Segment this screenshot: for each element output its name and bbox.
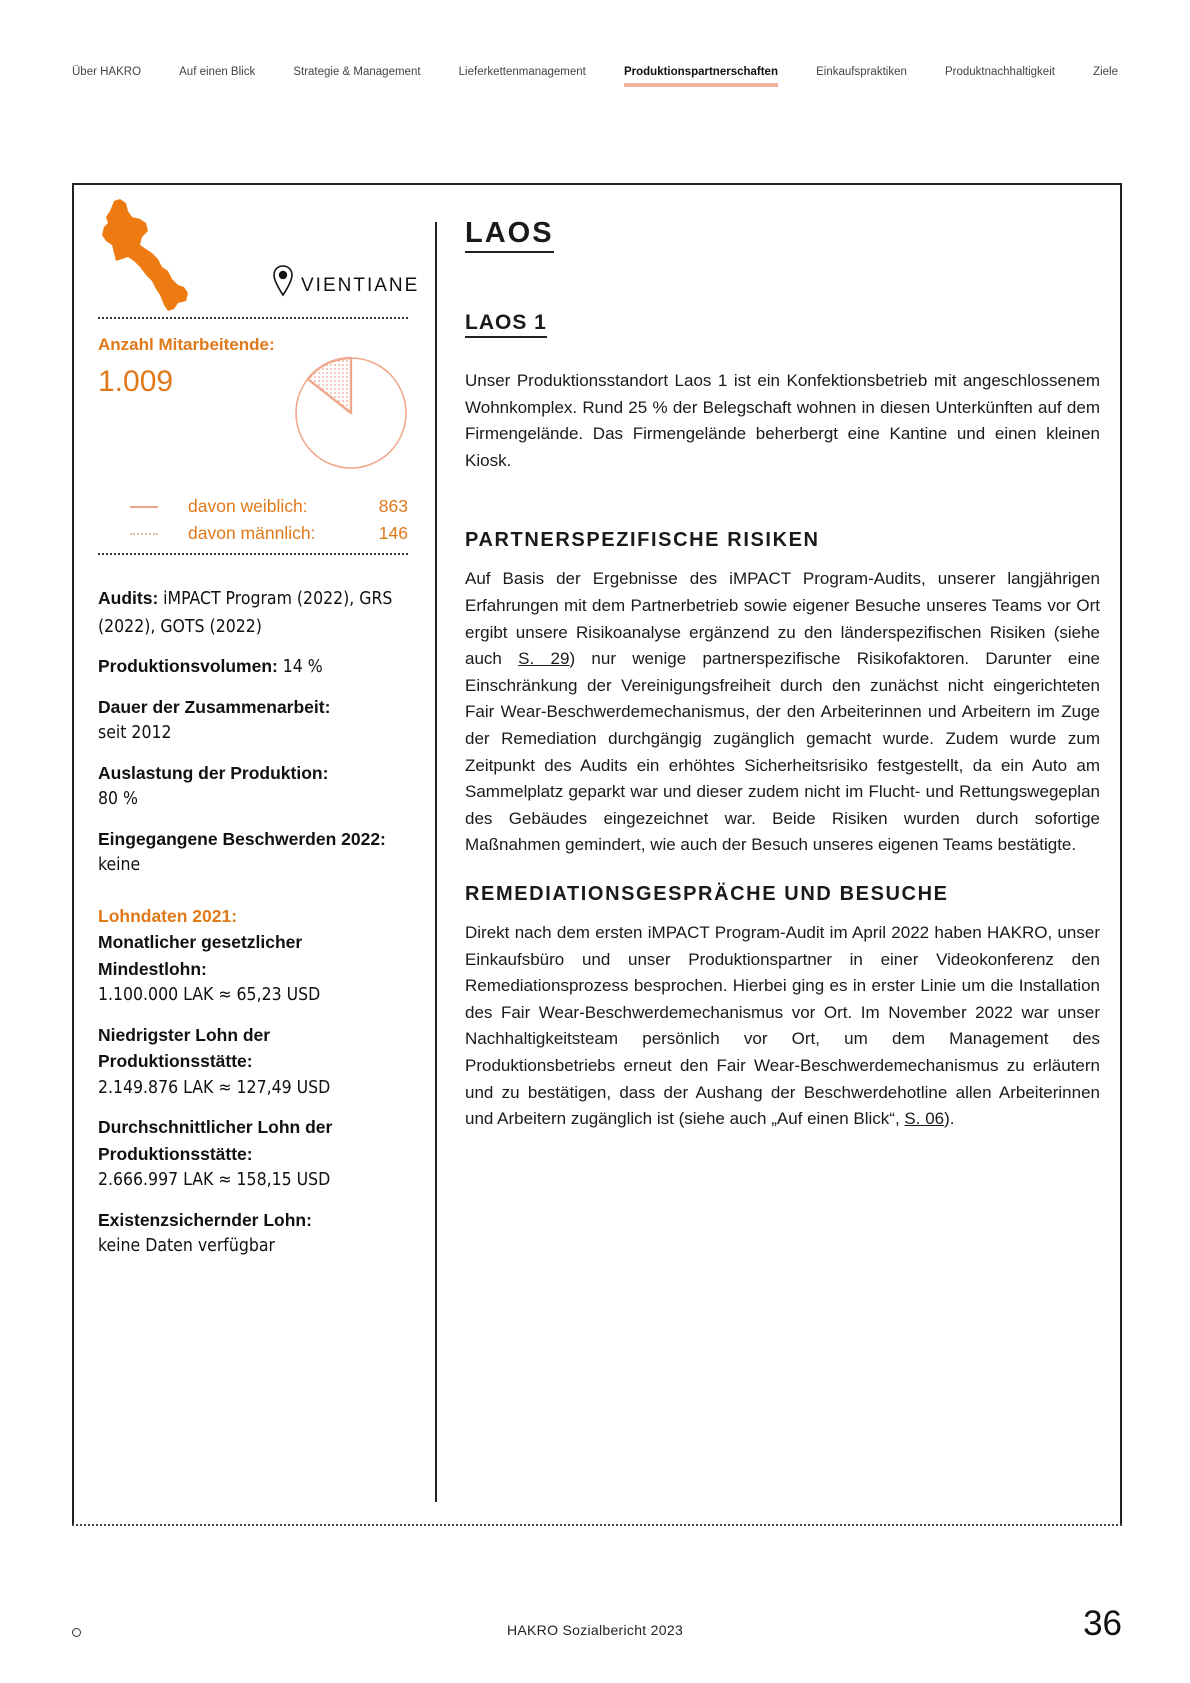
risks-heading: PARTNERSPEZIFISCHE RISIKEN — [465, 529, 820, 552]
fact-key: Dauer der Zusammenarbeit: — [98, 696, 331, 717]
wage-value: 2.666.997 LAK ≈ 158,15 USD — [98, 1170, 331, 1190]
staff-count-total: 1.009 — [98, 365, 174, 398]
nav-item-lieferkettenmanagement[interactable]: Lieferkettenmanagement — [458, 66, 586, 78]
column-divider — [435, 222, 437, 1502]
laos-map-icon — [98, 195, 198, 315]
nav-item-auf-einen-blick[interactable]: Auf einen Blick — [179, 66, 256, 78]
dotted-line-swatch — [130, 533, 158, 535]
fact-value: 14 % — [282, 657, 323, 677]
legend-female — [130, 493, 408, 520]
wage-key: Niedrigster Lohn der Produktionsstätte: — [98, 1024, 271, 1071]
nav-item-strategie-management[interactable]: Strategie & Management — [293, 66, 421, 78]
staff-count-label: Anzahl Mitarbeitende: — [98, 335, 275, 354]
wage-key: Existenzsichernder Lohn: — [98, 1209, 312, 1230]
page-link-s06[interactable]: S. 06 — [904, 1109, 945, 1129]
wage-value: 1.100.000 LAK ≈ 65,23 USD — [98, 985, 321, 1005]
nav-item-ziele[interactable]: Ziele — [1093, 66, 1118, 78]
wage-living — [98, 1207, 418, 1260]
fact-value: iMPACT Program (2022), GRS (2022), GOTS (2022) — [98, 589, 393, 637]
intro-paragraph: Unser Produktionsstandort Laos 1 ist ein Konfektionsbetrieb mit angeschlossenem Wohnkomplex. Rund 25 % der Belegschaft wohnen in diesen Unterkünften auf dem Firmengelände. Das Firmengelände beherbergt eine Kantine und einen kleinen Kiosk. — [465, 371, 1100, 470]
solid-line-swatch — [130, 506, 158, 508]
page-title: LAOS — [465, 218, 554, 253]
wage-data-heading: Lohndaten 2021: — [98, 905, 238, 926]
risks-paragraph — [465, 566, 1100, 859]
wage-lowest — [98, 1022, 418, 1102]
page-number: 36 — [1083, 1604, 1122, 1643]
capital-city-name: VIENTIANE — [301, 275, 420, 296]
remediation-text-start: Direkt nach dem ersten iMPACT Program-Audit im April 2022 haben HAKRO, unser Einkaufsbüro und unser Produktionspartner in einer Videokonferenz den Remediationsprozess besprochen. Hierbei ging es in erster Linie um die Installation des Fair Wear-Beschwerdemechanismus vor Ort. Im November 2022 war unser Nachhaltigkeitsteam persönlich vor Ort, um dem Management des Produktionsbetriebs erneut den Fair Wear-Beschwerdemechanismus zu erläutern und zu bestätigen, dass der Aushang der Beschwerdehotline allen Arbeiterinnen und Arbeitern zugänglich ist (siehe auch „Auf einen Blick“, — [465, 922, 1100, 1129]
legend-male — [130, 520, 408, 547]
nav-item-ueber-hakro[interactable]: Über HAKRO — [72, 66, 142, 78]
dotted-divider — [98, 317, 408, 319]
remediation-text-end: ). — [944, 1109, 955, 1129]
legend-male-label: davon männlich: — [188, 523, 316, 543]
wage-value: keine Daten verfügbar — [98, 1236, 275, 1256]
legend-female-value: 863 — [378, 496, 408, 516]
fact-production-volume — [98, 653, 418, 681]
nav-item-produktionspartnerschaften[interactable]: Produktionspartnerschaften — [623, 66, 778, 78]
fact-cooperation-duration — [98, 694, 418, 747]
fact-value: seit 2012 — [98, 723, 172, 743]
risks-text-start: Auf Basis der Ergebnisse des iMPACT Program-Audits, unserer langjährigen Erfahrungen mit dem Partnerbetrieb sowie eigener Besuche unseres Teams vor Ort ergibt unsere Risikoanalyse ergänzend zu den länderspezifischen Risiken (siehe auch — [465, 569, 1100, 669]
facts-list — [98, 585, 418, 1273]
wage-minimum — [98, 929, 418, 1009]
risks-text-end: ) nur wenige partnerspezifische Risikofaktoren. Darunter eine Einschränkung der Vereinigungsfreiheit durch den zunächst nicht eingerichteten Fair Wear-Beschwerdemechanismus, der den Arbeiterinnen und Arbeitern im Zuge der Remediation durchgängig zugänglich gemacht wurde. Zudem wurde zum Zeitpunkt des Audits ein erhöhtes Sicherheitsrisiko festgestellt, da ein Auto am Sammelplatz geparkt war und dieser zudem nicht im Flucht- und Rettungswegeplan des Gebäudes eingezeichnet war. Beide Risiken wurden durch sofortige Maßnahmen gemindert, wie auch der Besuch unseres eigenen Teams bestätigte. — [465, 649, 1101, 855]
fact-value: keine — [98, 855, 141, 875]
fact-capacity-utilization — [98, 760, 418, 813]
fact-key: Produktionsvolumen: — [98, 656, 278, 676]
pie-legend — [130, 493, 408, 547]
footer-title: HAKRO Sozialbericht 2023 — [506, 1622, 684, 1638]
capital-location — [273, 265, 419, 297]
fact-value: 80 % — [98, 789, 138, 809]
wage-key: Monatlicher gesetzlicher Mindestlohn: — [98, 932, 303, 979]
remediation-paragraph — [465, 920, 1100, 1133]
legend-male-value: 146 — [378, 523, 408, 543]
risks-section — [465, 529, 1100, 859]
legend-female-label: davon weiblich: — [188, 496, 308, 516]
fact-key: Eingegangene Beschwerden 2022: — [98, 828, 386, 849]
fact-key: Audits: — [98, 588, 159, 608]
dotted-divider — [98, 553, 408, 555]
frame-bottom-dotted-rule — [72, 1524, 1122, 1526]
fact-complaints — [98, 826, 418, 879]
remediation-section — [465, 883, 1100, 1133]
section-subtitle: LAOS 1 — [465, 311, 547, 338]
nav-item-einkaufspraktiken[interactable]: Einkaufspraktiken — [816, 66, 907, 78]
map-pin-icon — [273, 265, 293, 297]
remediation-heading: REMEDIATIONSGESPRÄCHE UND BESUCHE — [465, 882, 949, 905]
wage-value: 2.149.876 LAK ≈ 127,49 USD — [98, 1077, 331, 1098]
fact-audits — [98, 585, 418, 640]
wage-average — [98, 1114, 418, 1194]
nav-item-produktnachhaltigkeit[interactable]: Produktnachhaltigkeit — [944, 66, 1055, 78]
fact-key: Auslastung der Produktion: — [98, 762, 329, 783]
top-navigation — [72, 66, 1118, 78]
gender-pie-chart — [293, 355, 409, 471]
main-content — [465, 218, 1100, 1133]
wage-key: Durchschnittlicher Lohn der Produktionsstätte: — [98, 1117, 333, 1164]
page-link-s29[interactable]: S. 29 — [518, 649, 570, 669]
